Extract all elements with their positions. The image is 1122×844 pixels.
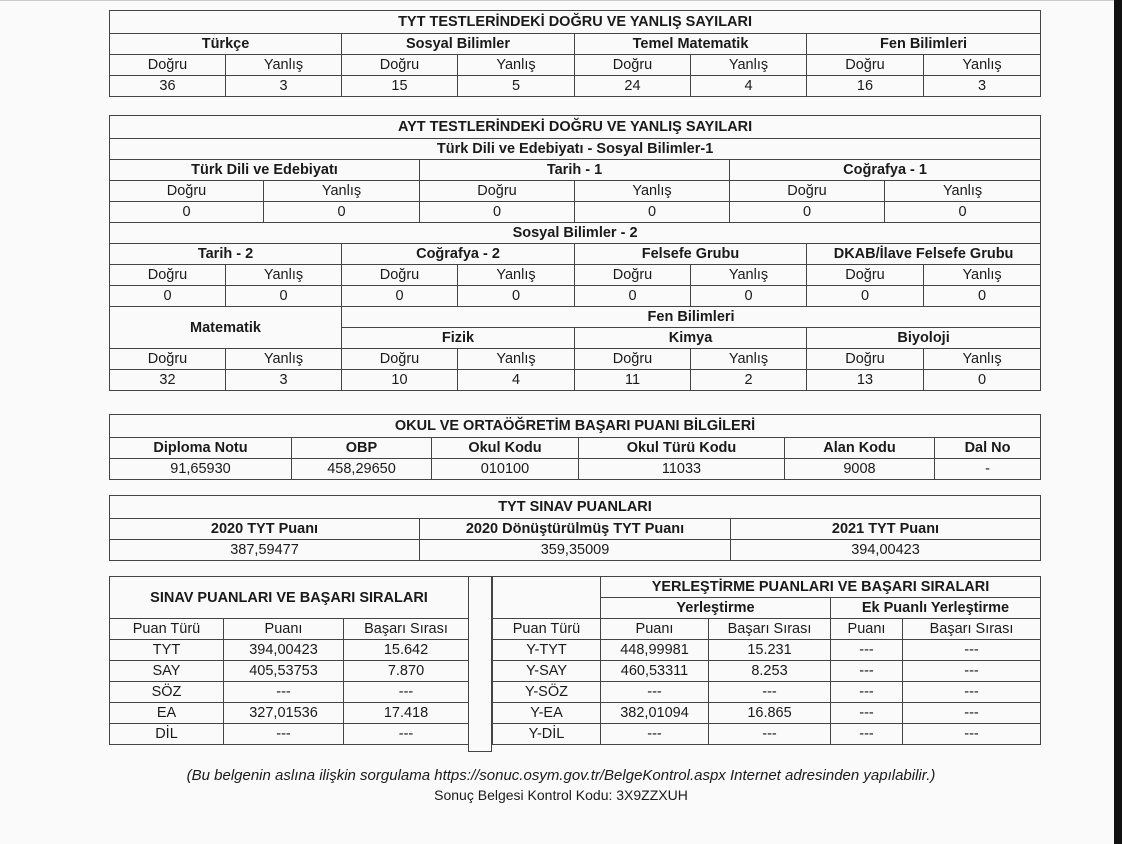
dogru-label: Doğru	[420, 181, 575, 202]
subject-tarih-2: Tarih - 2	[110, 244, 342, 265]
table-cell: ---	[831, 661, 903, 682]
dogru-label: Doğru	[807, 349, 924, 370]
table-cell: 448,99981	[601, 640, 709, 661]
subject-turkce: Türkçe	[110, 34, 342, 55]
table-cell: 15.642	[344, 640, 469, 661]
subject-sosyal: Sosyal Bilimler	[342, 34, 575, 55]
tyt-counts-table	[109, 10, 1041, 97]
count-value: 36	[110, 76, 226, 97]
ayt-counts-table	[109, 115, 1041, 391]
placement-sub-yerlestirme: Yerleştirme	[601, 598, 831, 619]
count-value: 13	[807, 370, 924, 391]
subject-matematik: Matematik	[110, 307, 342, 349]
table-cell: ---	[903, 703, 1041, 724]
header-okul-kodu: Okul Kodu	[432, 438, 579, 459]
placement-blank-cell	[493, 577, 601, 619]
table-cell: ---	[601, 682, 709, 703]
verification-note: (Bu belgenin aslına ilişkin sorgulama https://sonuc.osym.gov.tr/BelgeKontrol.aspx Internet adresinden yapılabilir.)	[186, 767, 936, 784]
table-row: Y-TYT	[493, 640, 601, 661]
subject-kimya: Kimya	[575, 328, 807, 349]
tyt-scores-title: TYT SINAV PUANLARI	[110, 496, 1041, 519]
dogru-label: Doğru	[342, 55, 458, 76]
table-row: EA	[110, 703, 224, 724]
count-value: 3	[924, 76, 1041, 97]
subject-cografya-1: Coğrafya - 1	[730, 160, 1041, 181]
okul-kodu-value: 010100	[432, 459, 579, 480]
count-value: 5	[458, 76, 575, 97]
yanlis-label: Yanlış	[924, 349, 1041, 370]
table-cell: 16.865	[709, 703, 831, 724]
subject-cografya-2: Coğrafya - 2	[342, 244, 575, 265]
count-value: 32	[110, 370, 226, 391]
header-diploma: Diploma Notu	[110, 438, 292, 459]
diploma-value: 91,65930	[110, 459, 292, 480]
header-2020-tyt: 2020 TYT Puanı	[110, 519, 420, 540]
table-cell: ---	[344, 724, 469, 745]
subject-felsefe: Felsefe Grubu	[575, 244, 807, 265]
control-code: Sonuç Belgesi Kontrol Kodu: 3X9ZZXUH	[434, 787, 688, 803]
table-cell: ---	[601, 724, 709, 745]
placement-scores-table	[492, 576, 1041, 745]
group1-title: Türk Dili ve Edebiyatı - Sosyal Bilimler-1	[110, 139, 1041, 160]
subject-dkab: DKAB/İlave Felsefe Grubu	[807, 244, 1041, 265]
header-2020-donusturulmus: 2020 Dönüştürülmüş TYT Puanı	[420, 519, 731, 540]
okul-turu-value: 11033	[579, 459, 785, 480]
header-puan-turu: Puan Türü	[110, 619, 224, 640]
table-cell: ---	[224, 682, 344, 703]
header-basari-sirasi: Başarı Sırası	[344, 619, 469, 640]
table-cell: ---	[831, 640, 903, 661]
table-cell: 17.418	[344, 703, 469, 724]
alan-kodu-value: 9008	[785, 459, 935, 480]
header-ek-basari-sirasi: Başarı Sırası	[903, 619, 1041, 640]
subject-biyoloji: Biyoloji	[807, 328, 1041, 349]
dogru-label: Doğru	[110, 349, 226, 370]
placement-sub-ek-puanli: Ek Puanlı Yerleştirme	[831, 598, 1041, 619]
count-value: 4	[691, 76, 807, 97]
count-value: 11	[575, 370, 691, 391]
dogru-label: Doğru	[730, 181, 885, 202]
dogru-label: Doğru	[575, 55, 691, 76]
table-cell: 405,53753	[224, 661, 344, 682]
table-cell: 15.231	[709, 640, 831, 661]
dogru-label: Doğru	[110, 181, 264, 202]
header-puani: Puanı	[224, 619, 344, 640]
school-info-table	[109, 414, 1041, 480]
yanlis-label: Yanlış	[885, 181, 1041, 202]
top-border	[0, 0, 1122, 1]
table-row: Y-SAY	[493, 661, 601, 682]
table-cell: ---	[831, 724, 903, 745]
yanlis-label: Yanlış	[924, 265, 1041, 286]
table-row: Y-DİL	[493, 724, 601, 745]
header-basari-sirasi: Başarı Sırası	[709, 619, 831, 640]
count-value: 3	[226, 370, 342, 391]
table-cell: ---	[709, 682, 831, 703]
count-value: 0	[264, 202, 420, 223]
tyt-counts-title: TYT TESTLERİNDEKİ DOĞRU VE YANLIŞ SAYILARI	[110, 11, 1041, 34]
dogru-label: Doğru	[110, 265, 226, 286]
table-row: Y-SÖZ	[493, 682, 601, 703]
table-cell: ---	[224, 724, 344, 745]
count-value: 0	[342, 286, 458, 307]
table-cell: ---	[709, 724, 831, 745]
table-cell: ---	[903, 724, 1041, 745]
yanlis-label: Yanlış	[264, 181, 420, 202]
header-alan-kodu: Alan Kodu	[785, 438, 935, 459]
tyt-scores-table	[109, 495, 1041, 561]
table-row: DİL	[110, 724, 224, 745]
score-2021-tyt: 394,00423	[731, 540, 1041, 561]
yanlis-label: Yanlış	[458, 349, 575, 370]
table-cell: ---	[903, 640, 1041, 661]
yanlis-label: Yanlış	[226, 349, 342, 370]
count-value: 0	[575, 202, 730, 223]
dal-no-value: -	[935, 459, 1041, 480]
table-row: Y-EA	[493, 703, 601, 724]
count-value: 4	[458, 370, 575, 391]
yanlis-label: Yanlış	[458, 265, 575, 286]
dogru-label: Doğru	[110, 55, 226, 76]
header-dal-no: Dal No	[935, 438, 1041, 459]
dogru-label: Doğru	[807, 265, 924, 286]
subject-fen: Fen Bilimleri	[807, 34, 1041, 55]
column-separator	[468, 576, 492, 752]
yanlis-label: Yanlış	[226, 55, 342, 76]
subject-edebiyat: Türk Dili ve Edebiyatı	[110, 160, 420, 181]
count-value: 0	[110, 202, 264, 223]
yanlis-label: Yanlış	[691, 55, 807, 76]
dogru-label: Doğru	[807, 55, 924, 76]
header-2021-tyt: 2021 TYT Puanı	[731, 519, 1041, 540]
count-value: 0	[885, 202, 1041, 223]
yanlis-label: Yanlış	[458, 55, 575, 76]
count-value: 0	[730, 202, 885, 223]
count-value: 24	[575, 76, 691, 97]
table-cell: ---	[344, 682, 469, 703]
dogru-label: Doğru	[342, 265, 458, 286]
dogru-label: Doğru	[342, 349, 458, 370]
table-cell: 394,00423	[224, 640, 344, 661]
count-value: 0	[458, 286, 575, 307]
table-cell: ---	[903, 682, 1041, 703]
count-value: 0	[691, 286, 807, 307]
table-cell: ---	[831, 703, 903, 724]
subject-fizik: Fizik	[342, 328, 575, 349]
count-value: 0	[807, 286, 924, 307]
header-puan-turu: Puan Türü	[493, 619, 601, 640]
ayt-counts-title: AYT TESTLERİNDEKİ DOĞRU VE YANLIŞ SAYILARI	[110, 116, 1041, 139]
yanlis-label: Yanlış	[691, 349, 807, 370]
school-info-title: OKUL VE ORTAÖĞRETİM BAŞARI PUANI BİLGİLERİ	[110, 415, 1041, 438]
exam-scores-title: SINAV PUANLARI VE BAŞARI SIRALARI	[110, 577, 469, 619]
count-value: 0	[420, 202, 575, 223]
group2-title: Sosyal Bilimler - 2	[110, 223, 1041, 244]
count-value: 0	[110, 286, 226, 307]
score-2020-donusturulmus: 359,35009	[420, 540, 731, 561]
fen-title: Fen Bilimleri	[342, 307, 1041, 328]
count-value: 0	[226, 286, 342, 307]
header-okul-turu: Okul Türü Kodu	[579, 438, 785, 459]
table-cell: 460,53311	[601, 661, 709, 682]
dogru-label: Doğru	[575, 349, 691, 370]
obp-value: 458,29650	[292, 459, 432, 480]
subject-tarih-1: Tarih - 1	[420, 160, 730, 181]
count-value: 3	[226, 76, 342, 97]
yanlis-label: Yanlış	[575, 181, 730, 202]
header-ek-puani: Puanı	[831, 619, 903, 640]
yanlis-label: Yanlış	[691, 265, 807, 286]
yanlis-label: Yanlış	[226, 265, 342, 286]
count-value: 0	[575, 286, 691, 307]
table-row: SAY	[110, 661, 224, 682]
header-puani: Puanı	[601, 619, 709, 640]
exam-scores-table	[109, 576, 469, 745]
table-cell: ---	[903, 661, 1041, 682]
header-obp: OBP	[292, 438, 432, 459]
yanlis-label: Yanlış	[924, 55, 1041, 76]
table-row: TYT	[110, 640, 224, 661]
count-value: 0	[924, 370, 1041, 391]
table-cell: 382,01094	[601, 703, 709, 724]
table-cell: 327,01536	[224, 703, 344, 724]
score-2020-tyt: 387,59477	[110, 540, 420, 561]
placement-title: YERLEŞTİRME PUANLARI VE BAŞARI SIRALARI	[601, 577, 1041, 598]
count-value: 2	[691, 370, 807, 391]
table-row: SÖZ	[110, 682, 224, 703]
count-value: 15	[342, 76, 458, 97]
subject-temel-mat: Temel Matematik	[575, 34, 807, 55]
table-cell: 7.870	[344, 661, 469, 682]
count-value: 16	[807, 76, 924, 97]
table-cell: 8.253	[709, 661, 831, 682]
right-edge-bar	[1114, 0, 1122, 844]
dogru-label: Doğru	[575, 265, 691, 286]
count-value: 10	[342, 370, 458, 391]
table-cell: ---	[831, 682, 903, 703]
count-value: 0	[924, 286, 1041, 307]
